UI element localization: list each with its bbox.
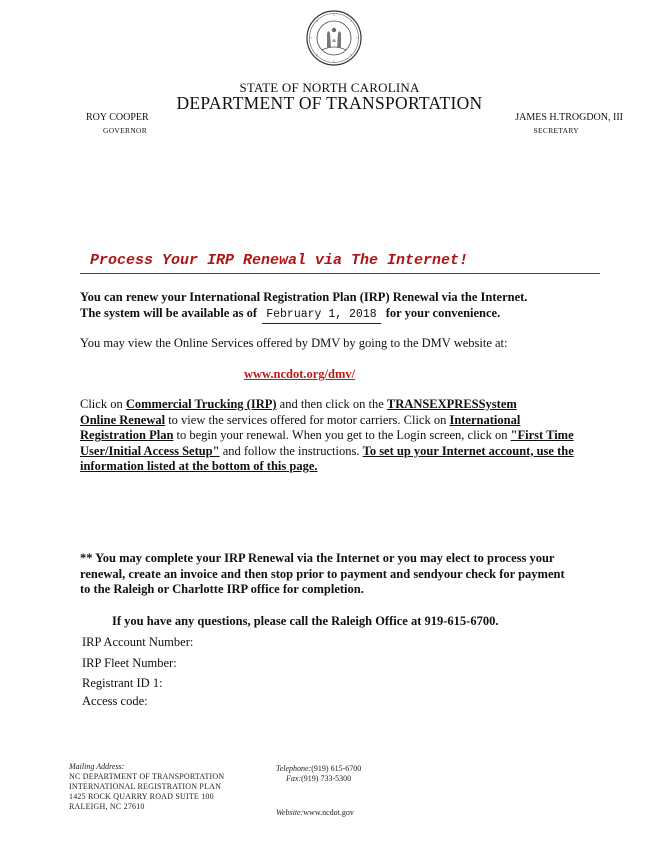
online-services-paragraph: You may view the Online Services offered by DMV by going to the DMV website at: xyxy=(80,336,508,350)
instr-text-5: and follow the instructions. xyxy=(219,443,363,458)
mailing-address xyxy=(69,772,224,812)
website xyxy=(276,808,354,818)
questions-contact-line: If you have any questions, please call the Raleigh Office at 919-615-6700. xyxy=(112,614,499,628)
intro-line-1: You can renew your International Registration Plan (IRP) Renewal via the Internet. xyxy=(80,290,528,304)
online-renewal-text: Online Renewal xyxy=(80,412,166,427)
initial-access-setup-text: User/Initial Access Setup" xyxy=(80,443,220,458)
mailing-address-label: Mailing Address: xyxy=(69,762,125,771)
telephone xyxy=(276,764,361,774)
info-bottom-text: information listed at the bottom of this page. xyxy=(80,459,318,473)
irp-account-number-label: IRP Account Number: xyxy=(82,635,194,649)
state-name: STATE OF NORTH CAROLINA xyxy=(239,80,420,95)
mailing-line-3: 1425 ROCK QUARRY ROAD SUITE 100 xyxy=(69,792,214,801)
telephone-number: (919) 615-6700 xyxy=(311,764,362,773)
payment-note-paragraph xyxy=(80,551,590,598)
intro-line-2 xyxy=(80,305,527,324)
setup-account-text: To set up your Internet account, use the xyxy=(362,443,574,458)
mailing-line-2: INTERNATIONAL REGISTRATION PLAN xyxy=(69,782,222,791)
headline-text: Process Your IRP Renewal via The Internet! xyxy=(90,252,469,269)
fax-label: Fax: xyxy=(286,774,302,783)
payment-note-line-3: to the Raleigh or Charlotte IRP office for completion. xyxy=(80,582,364,596)
governor-name: ROY COOPER xyxy=(86,112,149,123)
intro-paragraph xyxy=(80,289,527,324)
instructions-paragraph xyxy=(80,397,600,475)
first-time-text: "First Time xyxy=(510,428,574,442)
dmv-website-link[interactable]: www.ncdot.org/dmv/ xyxy=(244,367,356,381)
international-text: International xyxy=(449,412,521,427)
irp-fleet-number-label: IRP Fleet Number: xyxy=(82,656,177,670)
instr-text-1: Click on xyxy=(80,397,126,411)
commercial-trucking-link: Commercial Trucking (IRP) xyxy=(125,397,277,411)
fax-number: (919) 733-5300 xyxy=(301,774,352,783)
access-code-label: Access code: xyxy=(82,694,148,708)
department-name: DEPARTMENT OF TRANSPORTATION xyxy=(176,93,483,113)
registrant-id-label: Registrant ID 1: xyxy=(82,676,163,690)
fax xyxy=(286,774,351,784)
website-url: www.ncdot.gov xyxy=(303,808,354,817)
state-seal-icon xyxy=(306,10,362,66)
intro-line-2-pre: The system will be available as of xyxy=(80,306,258,320)
telephone-label: Telephone: xyxy=(276,764,312,773)
mailing-line-4: RALEIGH, NC 27610 xyxy=(69,802,145,811)
secretary-name: JAMES H.TROGDON, III xyxy=(515,112,623,123)
instr-text-2: and then click on the xyxy=(276,397,387,411)
governor-title: GOVERNOR xyxy=(103,126,148,135)
mailing-line-1: NC DEPARTMENT OF TRANSPORTATION xyxy=(69,772,225,781)
intro-line-2-post: for your convenience. xyxy=(385,306,501,320)
transexpress-system-text: TRANSEXPRESSystem xyxy=(386,397,517,411)
instr-text-3: to view the services offered for motor carriers. Click on xyxy=(165,412,450,427)
website-label: Website: xyxy=(276,808,304,817)
payment-note-line-2: renewal, create an invoice and then stop prior to payment and sendyour check for payment xyxy=(80,566,565,581)
instr-text-4: to begin your renewal. When you get to the Login screen, click on xyxy=(173,428,511,442)
secretary-title: SECRETARY xyxy=(533,126,579,135)
payment-note-line-1: ** You may complete your IRP Renewal via the Internet or you may elect to process your xyxy=(80,551,555,565)
availability-date: February 1, 2018 xyxy=(262,307,380,324)
registration-plan-text: Registration Plan xyxy=(80,428,174,442)
headline-box xyxy=(80,251,600,274)
